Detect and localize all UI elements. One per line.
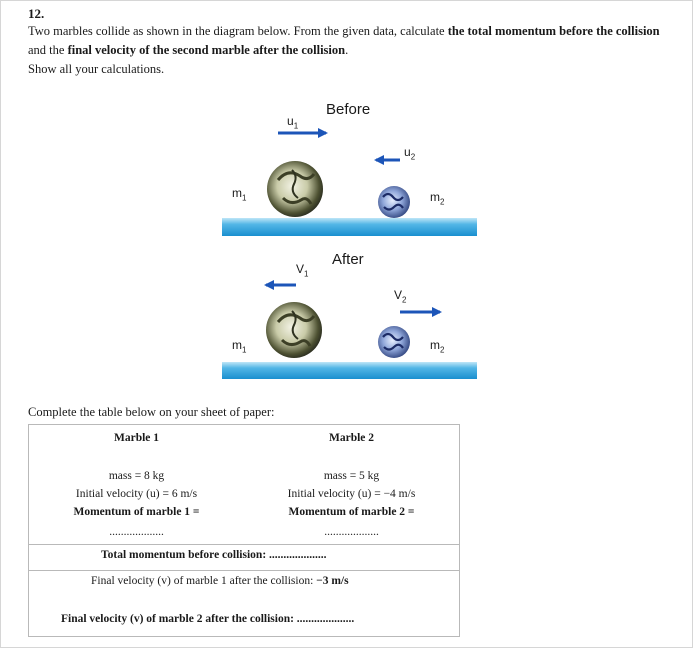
marble2-mass: mass = 5 kg [323,470,380,482]
marble1-data [29,467,244,541]
v1-label: $V_1$ [296,262,309,279]
answer-table [28,424,460,637]
after-floor [222,362,477,379]
before-marble-1 [267,161,323,217]
question-intro: Two marbles collide as shown in the diagram below. From the given data, calculate [28,24,448,38]
marble1-initial-velocity: Initial velocity (u) = 6 m/s [75,488,198,500]
u1-label: $u_1$ [287,114,299,131]
table-divider-2 [29,570,459,571]
marble2-momentum: Momentum of marble 2 = [288,506,415,518]
u2-label: $u_2$ [404,145,416,162]
marble1-momentum: Momentum of marble 1 = [73,506,200,518]
question-instruction: Show all your calculations. [28,62,165,76]
final-velocity-marble2-row: Final velocity (v) of marble 2 after the collision: .................... [61,613,355,625]
marble2-blank: ................... [324,526,379,538]
m2-before-label: $m_2$ [430,190,445,207]
after-marble-2 [378,326,410,358]
total-momentum-row: Total momentum before collision: .................... [101,549,327,561]
marble1-blank: ................... [109,526,164,538]
before-marble-2 [378,186,410,218]
after-label: After [332,251,364,268]
m1-before-label: $m_1$ [232,186,247,203]
question-bold-2: final velocity of the second marble after the collision [67,43,346,57]
marble2-header: Marble 2 [328,432,375,444]
before-label: Before [326,101,371,118]
question-bold-1: the total momentum before the collision [447,24,660,38]
v2-label: $V_2$ [394,288,407,305]
marble1-header: Marble 1 [113,432,160,444]
m2-after-label: $m_2$ [430,338,445,355]
marble2-data [244,467,459,541]
after-marble-1 [266,302,322,358]
table-intro: Complete the table below on your sheet of paper: [28,405,275,419]
before-floor [222,218,477,236]
marble1-mass: mass = 8 kg [108,470,165,482]
m1-after-label: $m_1$ [232,338,247,355]
question-number: 12. [28,6,45,21]
marble2-initial-velocity: Initial velocity (u) = −4 m/s [287,488,416,500]
question-period: . [345,43,349,57]
question-and: and the [28,43,68,57]
final-velocity-marble1-row: Final velocity (v) of marble 1 after the collision: −3 m/s [91,575,349,587]
table-divider-1 [29,544,459,545]
